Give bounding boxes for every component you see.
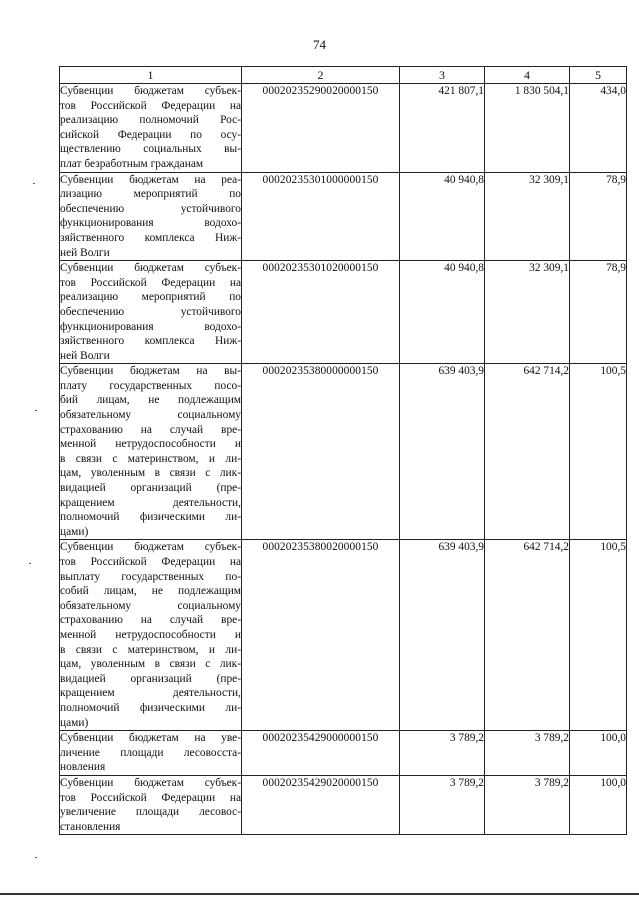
description-line: функционирования водохо- [60, 217, 241, 230]
scan-speck [35, 857, 37, 858]
description-line: кращением деятельности, [60, 687, 241, 700]
budget-code-cell: 00020235380000000150 [242, 364, 400, 540]
description-line: цам, уволенным в связи с лик- [60, 467, 241, 480]
value-col4-cell: 32 309,1 [485, 261, 570, 364]
budget-code-cell: 00020235290020000150 [242, 84, 400, 173]
description-line: реализацию полномочий Рос- [60, 114, 241, 127]
description-line: тов Российской Федерации на [60, 99, 241, 112]
value-col3-cell: 3 789,2 [400, 731, 485, 776]
column-header-4: 4 [485, 67, 570, 84]
table-row [60, 172, 627, 261]
description-line: обязательному социальному [60, 599, 241, 612]
description-line: ществлению социальных вы- [60, 143, 241, 156]
description-line: Субвенции бюджетам субъек- [60, 262, 241, 275]
percent-cell: 100,5 [570, 540, 627, 731]
row-description [60, 172, 242, 261]
description-line: страхованию на случай вре- [60, 423, 241, 436]
value-col3-cell: 639 403,9 [400, 364, 485, 540]
description-line: сийской Федерации по осу- [60, 128, 241, 141]
description-line: Субвенции бюджетам на уве- [60, 732, 241, 745]
value-col3-cell: 40 940,8 [400, 261, 485, 364]
value-col4-cell: 32 309,1 [485, 172, 570, 261]
description-line: лизацию мероприятий по [60, 188, 241, 201]
description-line: реализацию мероприятий по [60, 291, 241, 304]
description-line: цами) [60, 525, 89, 538]
budget-table [59, 66, 627, 835]
table-row [60, 540, 627, 731]
description-line: полномочий физическими ли- [60, 511, 241, 524]
description-line: ней Волги [60, 349, 110, 362]
budget-code-cell: 00020235301000000150 [242, 172, 400, 261]
description-line: обеспечению устойчивого [60, 202, 241, 215]
value-col3-cell: 40 940,8 [400, 172, 485, 261]
value-col4-cell: 642 714,2 [485, 364, 570, 540]
description-line: цам, уволенным в связи с лик- [60, 658, 241, 671]
description-line: обязательному социальному [60, 409, 241, 422]
value-col3-cell: 421 807,1 [400, 84, 485, 173]
column-header-3: 3 [400, 67, 485, 84]
description-line: личение площади лесовосста- [60, 746, 241, 759]
value-col4-cell: 642 714,2 [485, 540, 570, 731]
description-line: становления [60, 820, 121, 833]
column-header-2: 2 [242, 67, 400, 84]
description-line: обеспечению устойчивого [60, 305, 241, 318]
description-line: зяйственного комплекса Ниж- [60, 335, 241, 348]
row-description [60, 364, 242, 540]
description-line: в связи с материнством, и ли- [60, 452, 241, 465]
scan-speck [35, 410, 37, 411]
description-line: кращением деятельности, [60, 496, 241, 509]
description-line: видацией организаций (пре- [60, 482, 241, 495]
description-line: бий лицам, не подлежащим [60, 394, 241, 407]
page-number: 74 [313, 37, 326, 52]
row-description [60, 540, 242, 731]
table-row [60, 731, 627, 776]
description-line: Субвенции бюджетам на вы- [60, 365, 241, 378]
value-col4-cell: 3 789,2 [485, 775, 570, 834]
percent-cell: 100,0 [570, 731, 627, 776]
column-header-5: 5 [570, 67, 627, 84]
value-col3-cell: 639 403,9 [400, 540, 485, 731]
description-line: выплату государственных по- [60, 570, 241, 583]
description-line: Субвенции бюджетам субъек- [60, 85, 241, 97]
value-col3-cell: 3 789,2 [400, 775, 485, 834]
table-body [60, 84, 627, 835]
table-row [60, 775, 627, 834]
description-line: зяйственного комплекса Ниж- [60, 231, 241, 244]
percent-cell: 78,9 [570, 172, 627, 261]
description-line: функционирования водохо- [60, 320, 241, 333]
row-description [60, 731, 242, 776]
description-line: плату государственных посо- [60, 379, 241, 392]
column-header-1: 1 [60, 67, 242, 84]
description-line: новления [60, 761, 106, 774]
description-line: цами) [60, 716, 89, 729]
description-line: собий лицам, не подлежащим [60, 585, 241, 598]
description-line: плат безработным гражданам [60, 157, 204, 170]
row-description [60, 261, 242, 364]
description-line: полномочий физическими ли- [60, 701, 241, 714]
description-line: Субвенции бюджетам субъек- [60, 541, 241, 554]
description-line: менной нетрудоспособности и [60, 438, 241, 451]
description-line: страхованию на случай вре- [60, 614, 241, 627]
value-col4-cell: 3 789,2 [485, 731, 570, 776]
percent-cell: 100,0 [570, 775, 627, 834]
budget-code-cell: 00020235380020000150 [242, 540, 400, 731]
table-row [60, 84, 627, 173]
description-line: ней Волги [60, 246, 110, 259]
description-line: тов Российской Федерации на [60, 791, 241, 804]
description-line: в связи с материнством, и ли- [60, 643, 241, 656]
budget-code-cell: 00020235301020000150 [242, 261, 400, 364]
scan-speck [29, 563, 31, 564]
budget-code-cell: 00020235429000000150 [242, 731, 400, 776]
percent-cell: 100,5 [570, 364, 627, 540]
percent-cell: 434,0 [570, 84, 627, 173]
table-row [60, 261, 627, 364]
description-line: Субвенции бюджетам субъек- [60, 776, 241, 789]
description-line: видацией организаций (пре- [60, 672, 241, 685]
row-description [60, 84, 242, 173]
table-row [60, 364, 627, 540]
description-line: Субвенции бюджетам на реа- [60, 173, 241, 186]
description-line: менной нетрудоспособности и [60, 628, 241, 641]
scan-speck [33, 183, 35, 184]
description-line: тов Российской Федерации на [60, 556, 241, 568]
header-row [60, 67, 627, 84]
description-line: увеличение площади лесовос- [60, 806, 241, 819]
scan-edge-line [0, 893, 639, 895]
budget-code-cell: 00020235429020000150 [242, 775, 400, 834]
row-description [60, 775, 242, 834]
value-col4-cell: 1 830 504,1 [485, 84, 570, 173]
percent-cell: 78,9 [570, 261, 627, 364]
description-line: тов Российской Федерации на [60, 276, 241, 289]
